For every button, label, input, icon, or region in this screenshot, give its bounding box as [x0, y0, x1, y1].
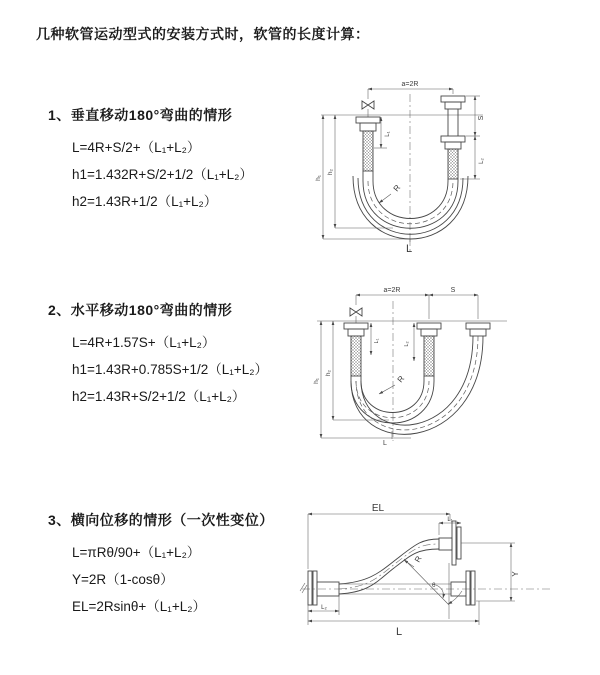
braided-hose-section: [424, 336, 434, 376]
left-flange: [308, 571, 339, 605]
label-l1: L₁: [385, 131, 391, 137]
label-l1: L₁: [374, 338, 380, 344]
hose-u-bend: [353, 171, 468, 239]
label-radius: R: [412, 554, 424, 564]
section-1: [48, 105, 318, 215]
label-l2: L₂: [479, 158, 485, 164]
label-s: S: [478, 115, 485, 121]
section-2: [48, 300, 318, 410]
section-1-heading: 1、垂直移动180°弯曲的情形: [48, 107, 233, 123]
displaced-end-flange: [439, 521, 461, 565]
formula: L=πRθ/90+（L₁+L₂）: [72, 545, 201, 560]
label-radius: R: [395, 374, 407, 385]
valve-icon: [362, 101, 374, 109]
diagram-horizontal-180-bend: [311, 281, 515, 453]
braided-hose-section: [448, 149, 458, 179]
formula: Y=2R（1-cosθ）: [72, 572, 174, 587]
dimension-a-2r: [368, 89, 453, 99]
label-length: L: [383, 440, 387, 447]
dimension-y: [461, 543, 515, 601]
label-h1: h₁: [315, 175, 322, 181]
formula: h2=1.43R+S/2+1/2（L₁+L₂）: [72, 389, 246, 404]
label-length: L: [406, 243, 413, 255]
radius-arrow: [404, 560, 414, 567]
formula: L=4R+S/2+（L₁+L₂）: [72, 140, 201, 155]
label-el: EL: [371, 503, 385, 514]
braided-hose-section: [363, 131, 373, 171]
radius-arrow: [379, 385, 395, 394]
label-a-2r: a=2R: [383, 287, 401, 294]
label-l1: L₁: [447, 517, 453, 523]
diagram-lateral-displacement: [298, 501, 560, 651]
formula: h2=1.43R+1/2（L₁+L₂）: [72, 194, 218, 209]
label-theta: θ: [432, 582, 436, 589]
label-a-2r: a=2R: [401, 81, 419, 88]
diagram-vertical-180-bend: [313, 76, 495, 273]
label-s: S: [450, 287, 456, 294]
label-radius: R: [391, 183, 403, 194]
displaced-hose-s-curve: [339, 539, 439, 594]
formula: h1=1.43R+0.785S+1/2（L₁+L₂）: [72, 362, 268, 377]
formula: h1=1.432R+S/2+1/2（L₁+L₂）: [72, 167, 253, 182]
section-3-heading: 3、横向位移的情形（一次性变位）: [48, 512, 274, 528]
dimension-el: [308, 514, 453, 569]
centerline-break-mark: [300, 583, 307, 593]
left-fitting: [344, 323, 368, 376]
right-fitting: [441, 96, 465, 179]
right-fitting: [466, 323, 490, 336]
formula: L=4R+1.57S+（L₁+L₂）: [72, 335, 216, 350]
section-2-heading: 2、水平移动180°弯曲的情形: [48, 302, 233, 318]
valve-icon: [350, 308, 362, 316]
section-3: [48, 510, 318, 620]
page-title: 几种软管运动型式的安装方式时，软管的长度计算：: [36, 26, 370, 42]
formula: EL=2Rsinθ+（L₁+L₂）: [72, 599, 206, 614]
dimension-a-2r: [356, 295, 478, 319]
label-l2: L₂: [321, 605, 327, 611]
label-h2: h₂: [327, 168, 334, 176]
label-l2: L₂: [404, 341, 410, 347]
label-y: Y: [511, 571, 520, 577]
braided-hose-section: [351, 336, 361, 376]
left-fitting: [356, 117, 380, 171]
dimension-l: [308, 601, 479, 625]
middle-fitting: [417, 323, 441, 376]
label-h1: h₁: [313, 378, 320, 384]
dimension-s: [460, 96, 480, 179]
label-h2: h₂: [325, 369, 332, 377]
label-length: L: [396, 626, 403, 638]
radius-arrow: [379, 194, 391, 203]
